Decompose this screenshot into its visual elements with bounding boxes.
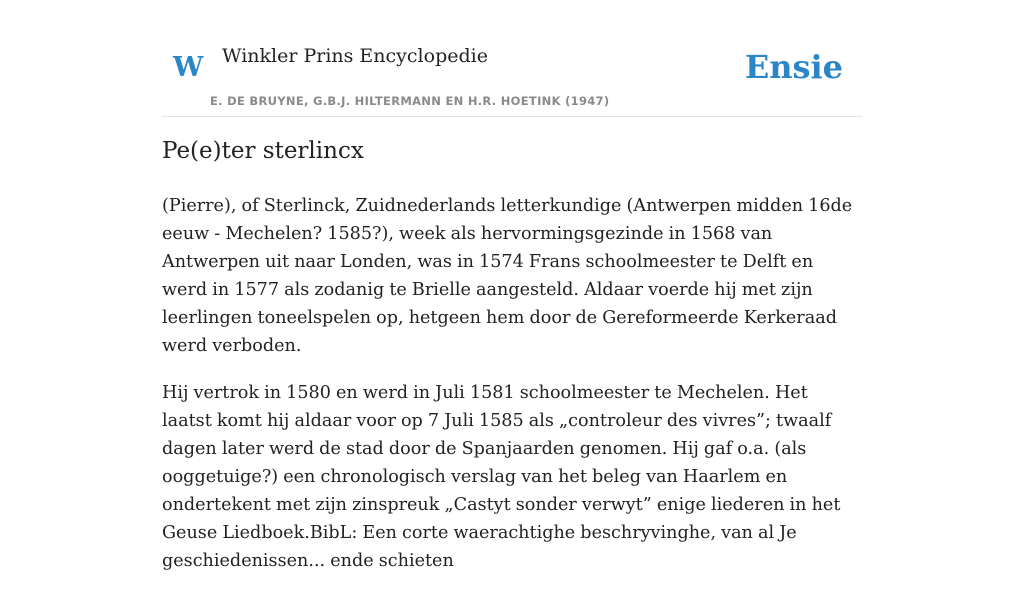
article-body — [162, 192, 862, 594]
winkler-prins-logo[interactable]: W — [173, 52, 204, 83]
site-title[interactable]: Winkler Prins Encyclopedie — [222, 45, 488, 67]
article-paragraph: Hij vertrok in 1580 en werd in Juli 1581 schoolmeester te Mechelen. Het laatst komt hij aldaar voor op 7 Juli 1585 als „controleur des vivres”; twaalf dagen later werd de stad door de Spanjaarden genomen. Hij gaf o.a. (als ooggetuige?) een chronologisch verslag van het beleg van Haarlem en ondertekent met zijn zinspreuk „Castyt sonder verwyt” enige liederen in het Geuse Liedboek.BibL: Een corte waerachtighe beschryvinghe, van al Je geschiedenissen... ende schieten — [162, 383, 841, 571]
source-authors: E. DE BRUYNE, G.B.J. HILTERMANN EN H.R. HOETINK (1947) — [210, 94, 610, 108]
article-title: Pe(e)ter sterlincx — [162, 138, 364, 164]
article-paragraph: (Pierre), of Sterlinck, Zuidnederlands letterkundige (Antwerpen midden 16de eeuw - Mechelen? 1585?), week als hervormingsgezinde in 1568 van Antwerpen uit naar Londen, was in 1574 Frans schoolmeester te Delft en werd in 1577 als zodanig te Brielle aangesteld. Aldaar voerde hij met zijn leerlingen toneelspelen op, hetgeen hem door de Gereformeerde Kerkeraad werd verboden. — [162, 196, 853, 356]
site-header — [162, 0, 862, 117]
ensie-logo[interactable]: Ensie — [744, 48, 843, 86]
page-container — [162, 0, 862, 571]
